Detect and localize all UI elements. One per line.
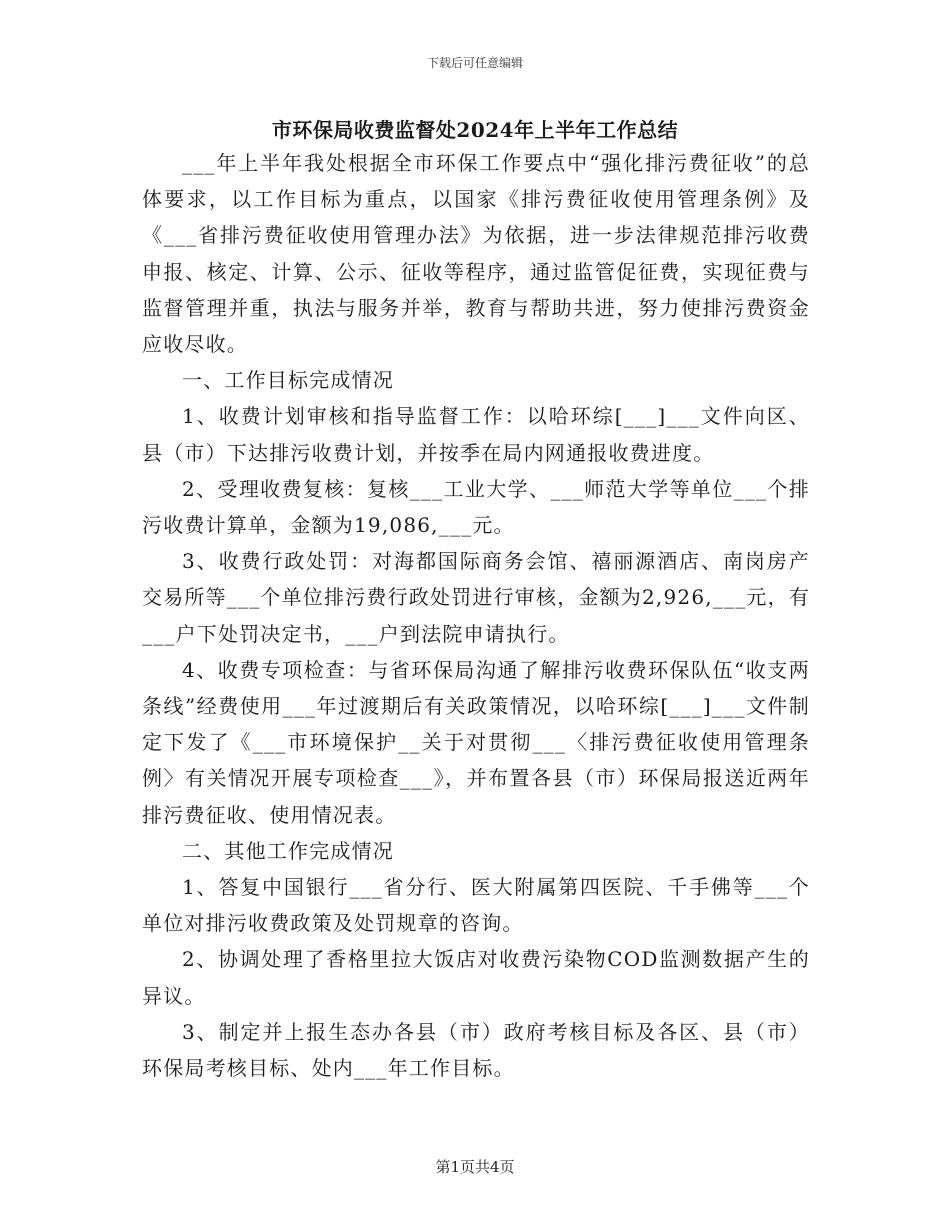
section-heading-work-goals: 一、工作目标完成情况 bbox=[182, 368, 394, 393]
document-body bbox=[142, 145, 810, 1086]
paragraph-other-1: 1、答复中国银行___省分行、医大附属第四医院、千手佛等___个单位对排污收费政策及处罚规章的咨询。 bbox=[142, 875, 810, 936]
page-footer: 第1页共4页 bbox=[435, 1158, 515, 1176]
document-title: 市环保局收费监督处2024年上半年工作总结 bbox=[271, 118, 679, 142]
paragraph-item-2: 2、受理收费复核：复核___工业大学、___师范大学等单位___个排污收费计算单，金额为19,086,___元。 bbox=[142, 476, 810, 538]
paragraph-item-4: 4、收费专项检查：与省环保局沟通了解排污收费环保队伍“收支两条线”经费使用___年过渡期后有关政策情况，以哈环综[___]___文件制定下发了《___市环境保护__关于对贯彻___〈排污费征收使用管理条例〉有关情况开展专项检查___》，并布置各县（市）环保局报送近两年排污费征收、使用情况表。 bbox=[142, 657, 810, 827]
paragraph-item-3: 3、收费行政处罚：对海都国际商务会馆、禧丽源酒店、南岗房产交易所等___个单位排污费行政处罚进行审核，金额为2,926,___元，有___户下处罚决定书，___户到法院申请执行。 bbox=[142, 549, 811, 646]
header-note: 下载后可任意编辑 bbox=[426, 56, 523, 70]
paragraph-item-1: 1、收费计划审核和指导监督工作：以哈环综[___]___文件向区、县（市）下达排污收费计划，并按季在局内网通报收费进度。 bbox=[142, 404, 810, 465]
paragraph-intro: ___年上半年我处根据全市环保工作要点中“强化排污费征收”的总体要求，以工作目标为重点，以国家《排污费征收使用管理条例》及《___省排污费征收使用管理办法》为依据，进一步法律规范排污收费申报、核定、计算、公示、征收等程序，通过监管促征费，实现征费与监督管理并重，执法与服务并举，教育与帮助共进，努力使排污费资金应收尽收。 bbox=[142, 151, 810, 357]
paragraph-other-2: 2、协调处理了香格里拉大饭店对收费污染物COD监测数据产生的异议。 bbox=[142, 947, 810, 1008]
paragraph-other-3: 3、制定并上报生态办各县（市）政府考核目标及各区、县（市）环保局考核目标、处内___年工作目标。 bbox=[142, 1019, 810, 1081]
section-heading-other-work: 二、其他工作完成情况 bbox=[182, 838, 394, 863]
